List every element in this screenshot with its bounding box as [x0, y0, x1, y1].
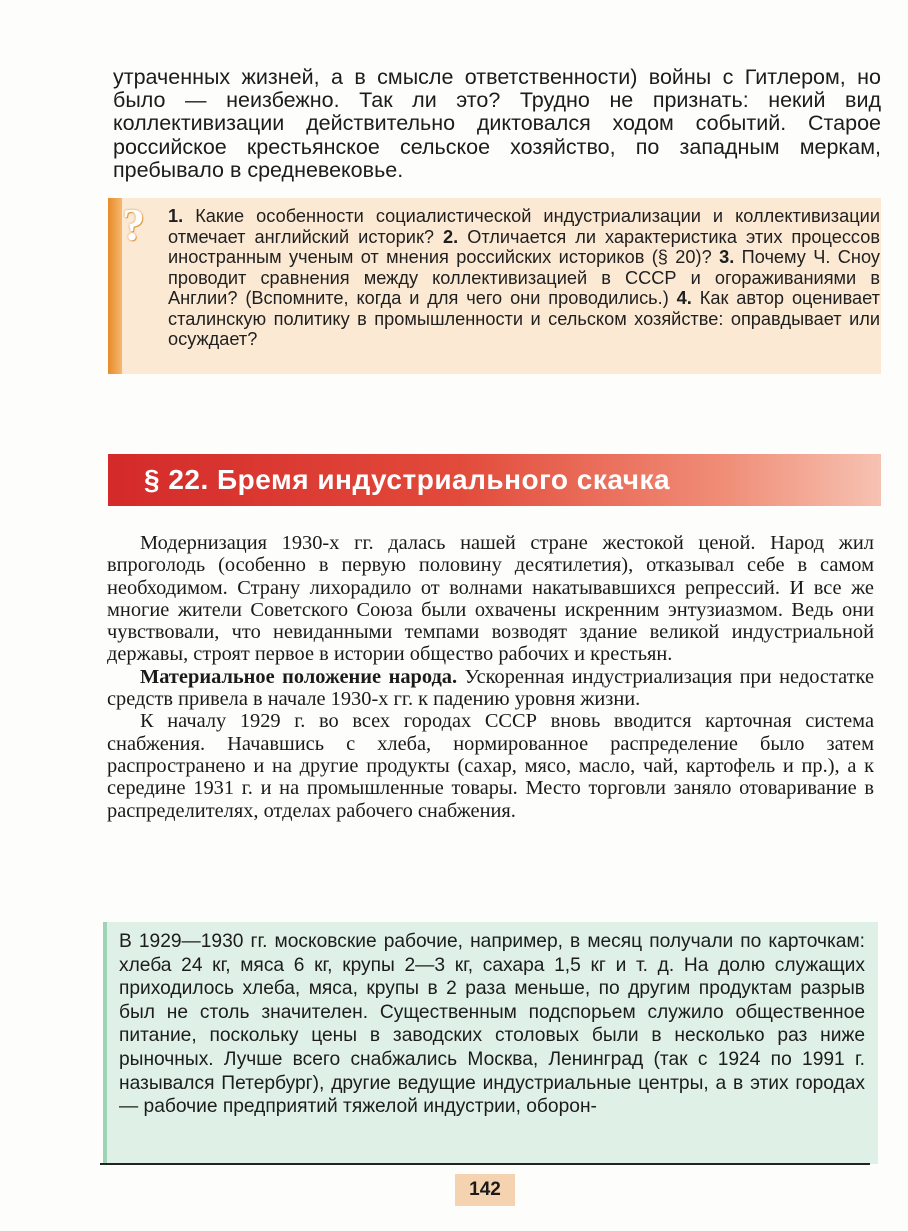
subheading: Материальное положение народа. — [140, 665, 458, 688]
body-paragraph-2-text: Ускоренная индустриализация при недостатке средств привела в начале 1930-х гг. к падению уровня жизни. — [107, 665, 874, 711]
question-text: Почему Ч. Сноу проводит сравнения между коллективизацией в СССР и огораживаниями в Англии? (Вспомните, когда и для чего они проводились.) — [168, 247, 880, 308]
question-number: 1. — [168, 206, 184, 226]
info-box — [103, 922, 878, 1164]
question-number: 3. — [719, 247, 735, 267]
question-text: Отличается ли характеристика этих процессов иностранным ученым от мнения российских историков (§ 20)? — [168, 226, 880, 267]
question-number: 4. — [676, 288, 692, 308]
intro-paragraph: утраченных жизней, а в смысле ответственности) войны с Гитлером, но было — неизбежно. Так ли это? Трудно не признать: некий вид коллективизации действительно диктовался ходом событий. Старое российское крестьянское сельское хозяйство, по западным меркам, пребывало в средневековье. — [113, 65, 881, 182]
page-number-badge — [455, 1174, 515, 1206]
questions-text — [168, 206, 880, 350]
page-number: 142 — [469, 1179, 501, 1200]
question-mark-icon: ? — [122, 199, 145, 250]
body-paragraph-2 — [107, 666, 874, 711]
question-number: 2. — [443, 226, 459, 247]
body-text — [107, 532, 874, 822]
footer-rule — [100, 1163, 870, 1165]
section-title: § 22. Бремя индустриального скачка — [144, 464, 671, 495]
body-paragraph-3: К началу 1929 г. во всех городах СССР вновь вводится карточная система снабжения. Начавшись с хлеба, нормированное распределение было затем распространено и на другие продукты (сахар, мясо, масло, чай, картофель и пр.), а к середине 1931 г. и на промышленные товары. Место торговли заняло отоваривание в распределителях, отделах рабочего снабжения. — [107, 710, 874, 822]
info-text: В 1929—1930 гг. московские рабочие, например, в месяц получали по карточкам: хлеба 24 кг, мяса 6 кг, крупы 2—3 кг, сахара 1,5 кг и т. д. На долю служащих приходилось хлеба, мяса, крупы в 2 раза меньше, по другим продуктам разрыв был не столь значителен. Существенным подспорьем служило общественное питание, поскольку цены в заводских столовых были в несколько раз ниже рыночных. Лучше всего снабжались Москва, Ленинград (так с 1924 по 1991 г. назывался Петербург), другие ведущие индустриальные центры, а в этих городах — рабочие предприятий тяжелой индустрии, оборон- — [119, 931, 865, 1118]
body-paragraph-1: Модернизация 1930-х гг. далась нашей стране жестокой ценой. Народ жил впроголодь (особенно в первую половину десятилетия), отказывал себе в самом необходимом. Страну лихорадило от волнами накатывавшихся репрессий. И все же многие жители Советского Союза были охвачены искренним энтузиазмом. Ведь они чувствовали, что невиданными темпами возводят здание великой индустриальной державы, строят первое в истории общество рабочих и крестьян. — [107, 532, 874, 666]
question-text: Какие особенности социалистической индустриализации и коллективизации отмечает английский историк? — [168, 206, 880, 247]
question-text: Как автор оценивает сталинскую политику в промышленности и сельском хозяйстве: оправдывает или осуждает? — [168, 288, 880, 349]
questions-box — [108, 198, 881, 374]
section-header — [108, 454, 881, 506]
